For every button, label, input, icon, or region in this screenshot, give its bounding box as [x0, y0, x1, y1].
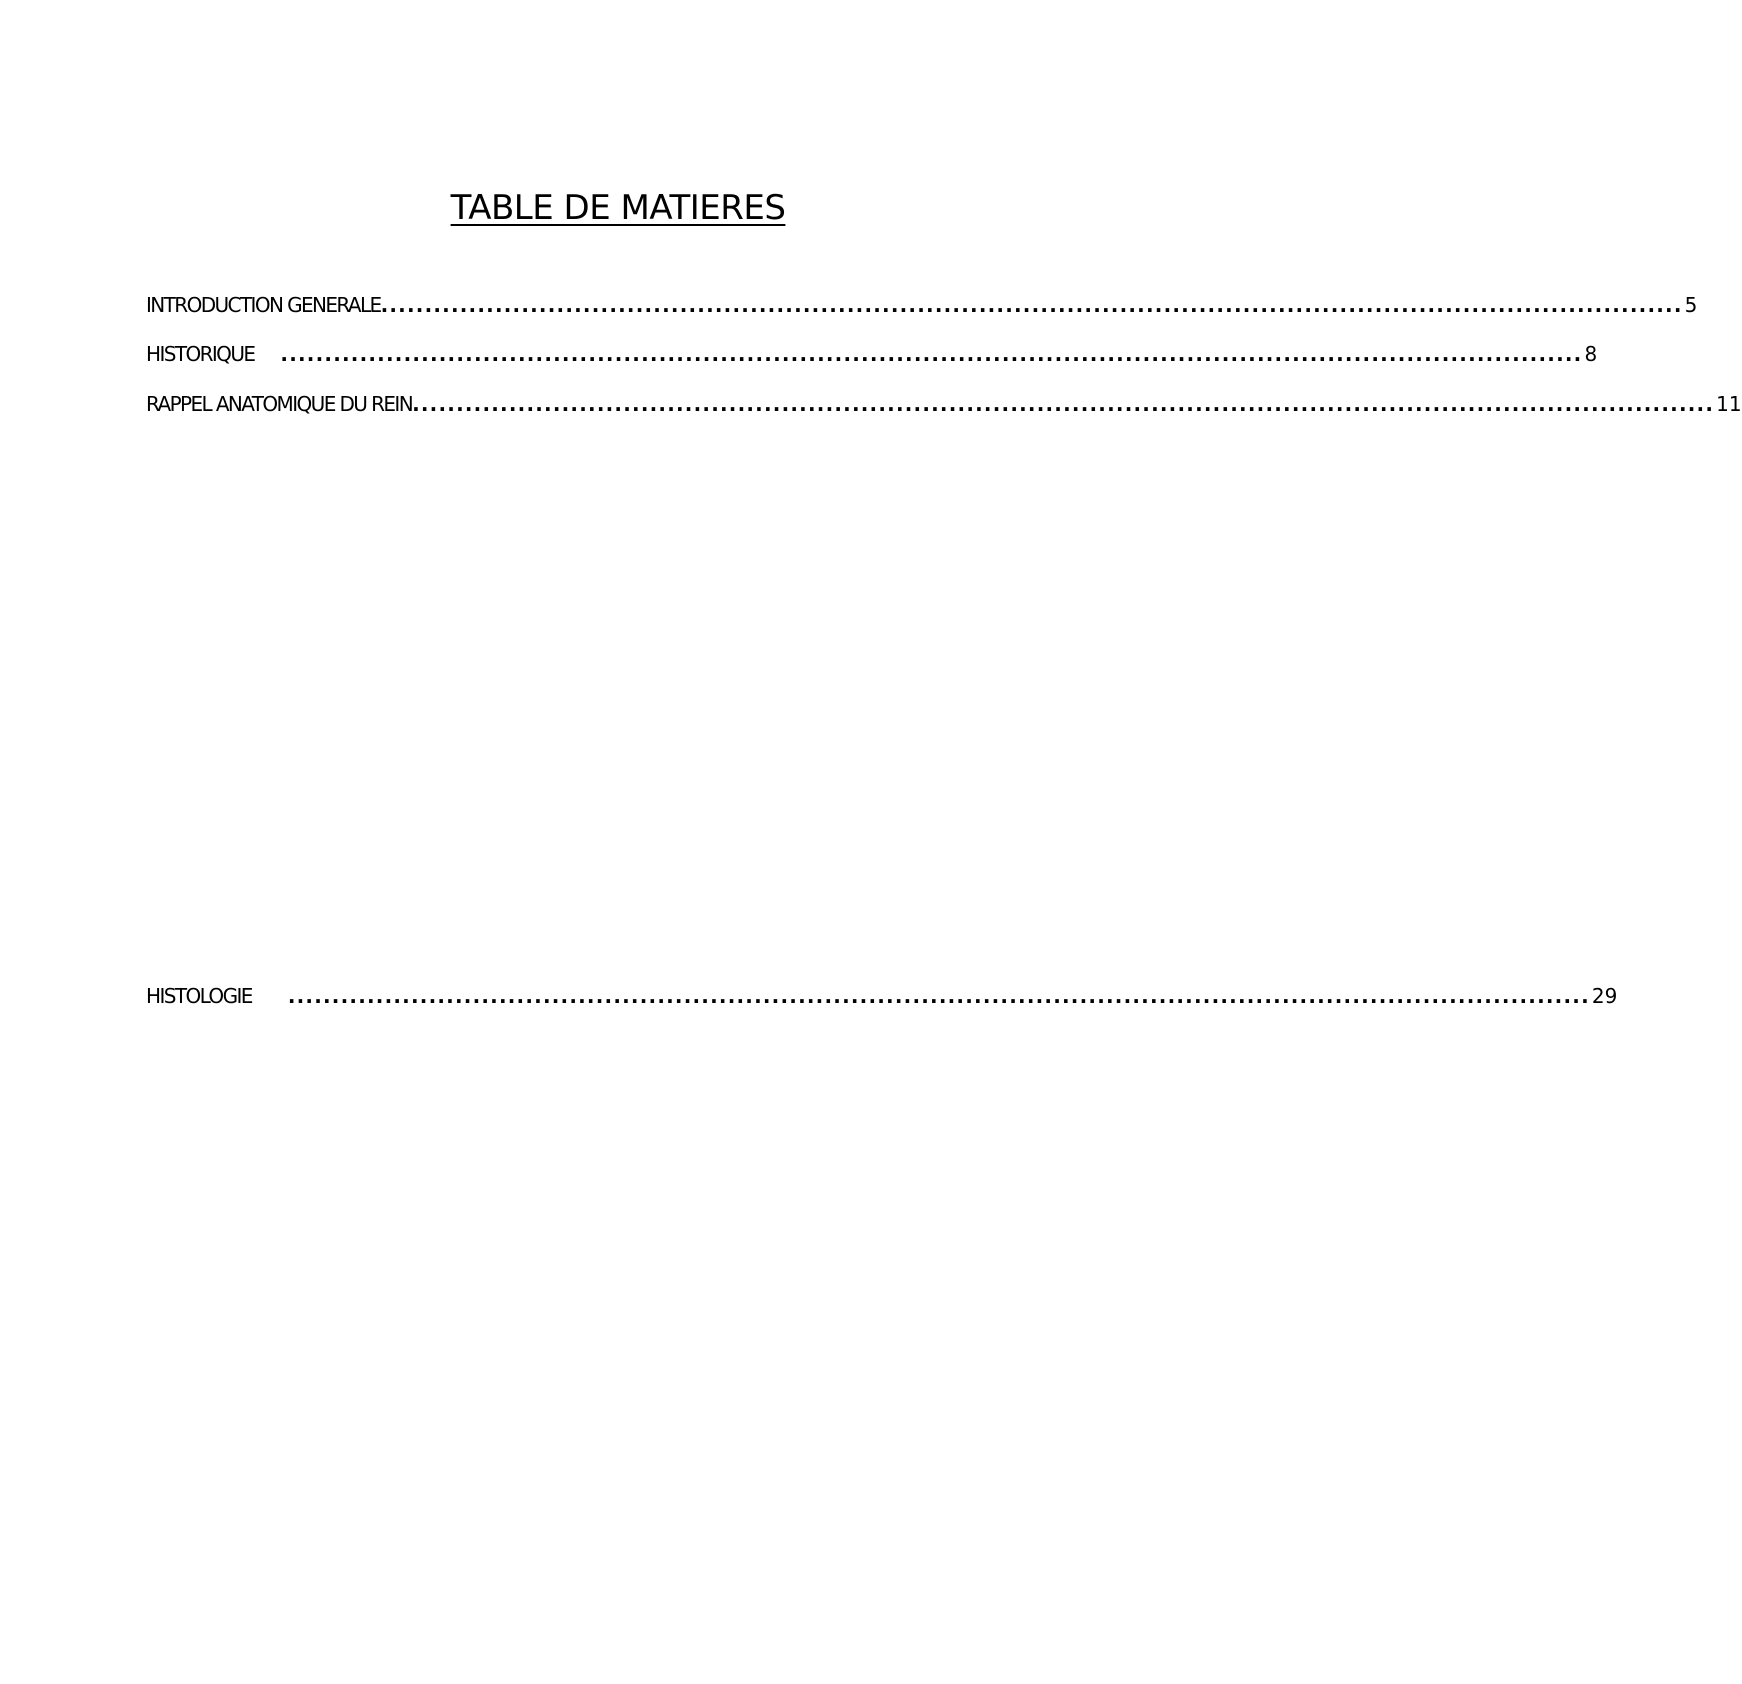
toc-entry-page-number: 8: [1584, 342, 1598, 366]
toc-entry-label: HISTOLOGIE: [146, 984, 252, 1008]
toc-entry-page-number: 29: [1591, 984, 1618, 1008]
toc-entry-label: INTRODUCTION GENERALE: [146, 293, 381, 317]
toc-entry-rappel-anatomique: [146, 391, 1742, 417]
toc-entry-historique: [146, 341, 1598, 367]
document-title: TABLE DE MATIERES: [450, 188, 786, 228]
toc-entry-page-number: 5: [1684, 293, 1698, 317]
toc-entry-histologie: [146, 983, 1618, 1009]
toc-entry-label: HISTORIQUE: [146, 342, 255, 366]
toc-entry-introduction: [146, 292, 1698, 318]
toc-entry-label: RAPPEL ANATOMIQUE DU REIN: [146, 392, 413, 416]
toc-leader-dots: ....................................................................................................................................................: [280, 342, 1583, 366]
toc-entry-page-number: 11: [1716, 392, 1742, 416]
toc-leader-dots: ....................................................................................................................................................: [287, 984, 1590, 1008]
toc-leader-dots: ....................................................................................................................................................: [380, 293, 1683, 317]
toc-leader-dots: ....................................................................................................................................................: [412, 392, 1715, 416]
